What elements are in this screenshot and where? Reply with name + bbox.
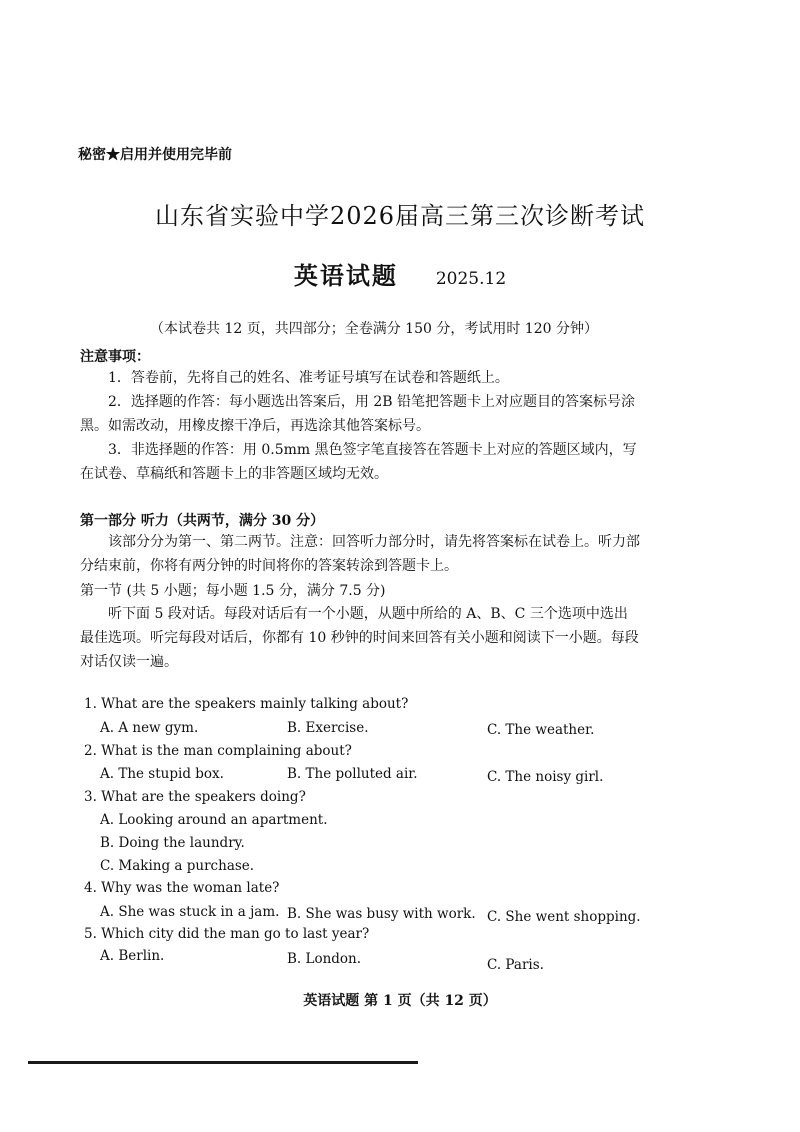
option-c: C. She went shopping.: [487, 909, 641, 925]
subject-row: [0, 256, 800, 291]
option-b: B. The polluted air.: [287, 766, 418, 782]
option-a: A. Looking around an apartment.: [100, 812, 328, 828]
option-c: C. Paris.: [487, 957, 544, 973]
exam-title: 山东省实验中学2026届高三第三次诊断考试: [154, 202, 646, 230]
scan-line-divider: [28, 1061, 418, 1064]
option-b: B. She was busy with work.: [287, 906, 476, 922]
confidential-label: 秘密★启用并使用完毕前: [78, 147, 232, 163]
exam-info: （本试卷共 12 页，共四部分；全卷满分 150 分，考试用时 120 分钟）: [150, 321, 598, 337]
question-stem: 1. What are the speakers mainly talking about?: [84, 696, 409, 712]
question-stem: 4. Why was the woman late?: [84, 880, 280, 896]
option-b: B. Exercise.: [287, 720, 369, 736]
question-stem: 3. What are the speakers doing?: [84, 789, 306, 805]
option-a: A. The stupid box.: [100, 766, 224, 782]
option-c: C. The weather.: [487, 722, 595, 738]
option-c: C. Making a purchase.: [100, 858, 255, 874]
note-item: 3．非选择题的作答：用 0.5mm 黑色签字笔直接答在答题卡上对应的答题区域内，写在试卷、草稿纸和答题卡上的非答题区域均无效。: [80, 442, 637, 482]
subject-title: 英语试题: [293, 261, 398, 290]
page-footer: 英语试题 第 1 页（共 12 页）: [303, 993, 497, 1009]
option-a: A. Berlin.: [100, 948, 165, 964]
option-a: A. A new gym.: [100, 720, 199, 736]
exam-date: 2025.12: [435, 269, 507, 289]
part-heading: 第一部分 听力（共两节，满分 30 分）: [80, 513, 325, 529]
note-item: 2．选择题的作答：每小题选出答案后，用 2B 铅笔把答题卡上对应题目的答案标号涂黑。如需改动，用橡皮擦干净后，再选涂其他答案标号。: [80, 394, 636, 434]
notes-heading: 注意事项：: [80, 349, 150, 365]
option-b: B. London.: [287, 951, 362, 967]
part-intro: 该部分分为第一、第二两节。注意：回答听力部分时，请先将答案标在试卷上。听力部分结束前，你将有两分钟的时间将你的答案转涂到答题卡上。: [80, 534, 640, 574]
question-stem: 2. What is the man complaining about?: [84, 743, 352, 759]
question-stem: 5. Which city did the man go to last year?: [84, 926, 370, 942]
option-b: B. Doing the laundry.: [100, 835, 245, 851]
section-heading: 第一节 (共 5 小题；每小题 1.5 分，满分 7.5 分): [80, 583, 386, 599]
option-c: C. The noisy girl.: [487, 769, 604, 785]
option-a: A. She was stuck in a jam.: [100, 904, 280, 920]
note-item: 1．答卷前，先将自己的姓名、准考证号填写在试卷和答题纸上。: [108, 370, 509, 386]
section-intro: 听下面 5 段对话。每段对话后有一个小题，从题中所给的 A、B、C 三个选项中选出最佳选项。听完每段对话后，你都有 10 秒钟的时间来回答有关小题和阅读下一小题。每段对话仅读一遍。: [80, 606, 639, 670]
